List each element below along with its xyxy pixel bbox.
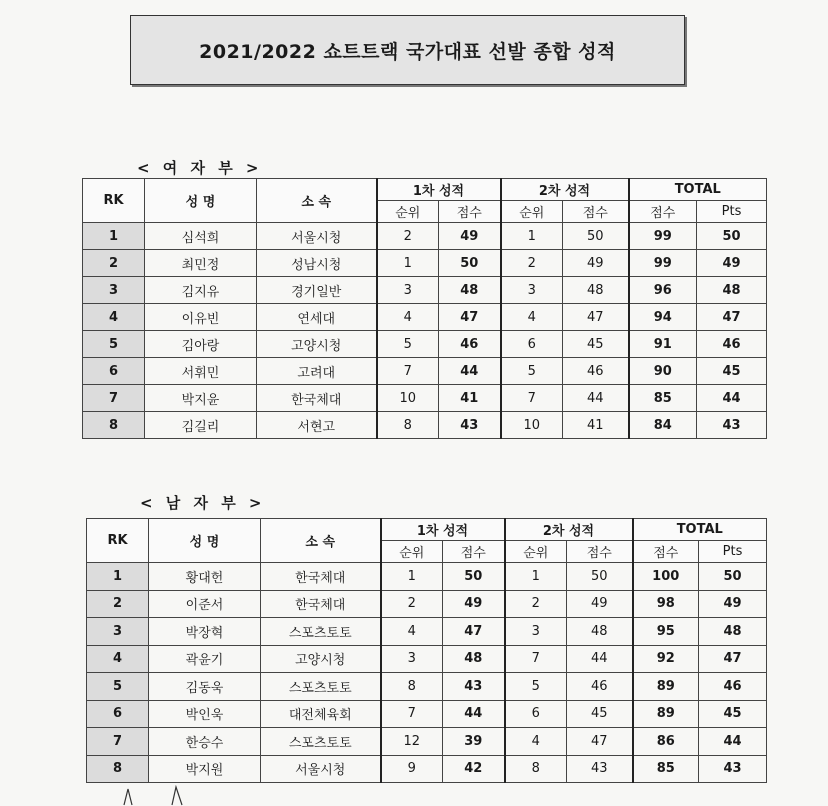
cell-name: 황대헌 (149, 563, 261, 591)
cell-affiliation: 성남시청 (257, 250, 377, 277)
cell-total-score: 96 (629, 277, 697, 304)
cell-pts: 50 (699, 563, 767, 591)
cell-pts: 46 (697, 331, 767, 358)
header-round2: 2차 성적 (505, 519, 633, 541)
cell-r1-score: 48 (443, 645, 505, 673)
header-total-score: 점수 (633, 541, 699, 563)
men-section-label: < 남 자 부 > (140, 494, 266, 512)
cell-r1-score: 41 (439, 385, 501, 412)
header-r2-rank: 순위 (501, 201, 563, 223)
table-row (87, 728, 767, 756)
cell-r2-rank: 3 (501, 277, 563, 304)
cell-total-score: 84 (629, 412, 697, 439)
cell-r1-score: 44 (443, 700, 505, 728)
cell-total-score: 91 (629, 331, 697, 358)
table-row (83, 385, 767, 412)
cell-pts: 48 (697, 277, 767, 304)
table-row (87, 700, 767, 728)
cell-r2-score: 44 (567, 645, 633, 673)
cell-affiliation: 대전체육회 (261, 700, 381, 728)
cell-rk: 3 (83, 277, 145, 304)
header-name: 성 명 (149, 519, 261, 563)
cell-r2-score: 43 (567, 755, 633, 783)
cell-r2-score: 49 (563, 250, 629, 277)
header-round1: 1차 성적 (377, 179, 501, 201)
table-row (83, 250, 767, 277)
cell-name: 박지윤 (145, 385, 257, 412)
cell-affiliation: 경기일반 (257, 277, 377, 304)
pen-mark-decoration (120, 785, 200, 806)
cell-affiliation: 서울시청 (257, 223, 377, 250)
cell-pts: 46 (699, 673, 767, 701)
title-text: 2021/2022 쇼트트랙 국가대표 선발 종합 성적 (199, 40, 616, 63)
cell-r2-rank: 6 (505, 700, 567, 728)
cell-r1-score: 39 (443, 728, 505, 756)
header-affiliation: 소 속 (261, 519, 381, 563)
cell-affiliation: 서현고 (257, 412, 377, 439)
cell-rk: 5 (87, 673, 149, 701)
cell-name: 이유빈 (145, 304, 257, 331)
cell-r1-rank: 10 (377, 385, 439, 412)
cell-r1-score: 47 (443, 618, 505, 646)
cell-pts: 47 (699, 645, 767, 673)
cell-r2-score: 48 (567, 618, 633, 646)
header-r1-score: 점수 (443, 541, 505, 563)
table-row (83, 223, 767, 250)
cell-pts: 48 (699, 618, 767, 646)
cell-name: 김아랑 (145, 331, 257, 358)
table-row (87, 673, 767, 701)
cell-rk: 3 (87, 618, 149, 646)
table-row (87, 618, 767, 646)
cell-name: 한승수 (149, 728, 261, 756)
cell-r2-rank: 2 (501, 250, 563, 277)
cell-r2-rank: 10 (501, 412, 563, 439)
cell-pts: 44 (699, 728, 767, 756)
header-total: TOTAL (633, 519, 767, 541)
cell-total-score: 89 (633, 673, 699, 701)
cell-rk: 5 (83, 331, 145, 358)
cell-r1-rank: 3 (377, 277, 439, 304)
cell-r2-score: 46 (563, 358, 629, 385)
cell-pts: 47 (697, 304, 767, 331)
cell-rk: 1 (87, 563, 149, 591)
cell-rk: 8 (87, 755, 149, 783)
cell-rk: 6 (83, 358, 145, 385)
cell-r1-rank: 12 (381, 728, 443, 756)
header-r2-score: 점수 (567, 541, 633, 563)
cell-rk: 1 (83, 223, 145, 250)
cell-total-score: 98 (633, 590, 699, 618)
cell-r2-score: 50 (567, 563, 633, 591)
header-rk: RK (87, 519, 149, 563)
cell-r1-score: 50 (443, 563, 505, 591)
cell-r1-rank: 8 (377, 412, 439, 439)
cell-affiliation: 한국체대 (261, 563, 381, 591)
cell-r1-rank: 7 (377, 358, 439, 385)
header-pts: Pts (697, 201, 767, 223)
cell-name: 김동욱 (149, 673, 261, 701)
cell-total-score: 86 (633, 728, 699, 756)
cell-rk: 4 (87, 645, 149, 673)
cell-r1-score: 42 (443, 755, 505, 783)
cell-r1-score: 47 (439, 304, 501, 331)
header-total: TOTAL (629, 179, 767, 201)
cell-total-score: 100 (633, 563, 699, 591)
cell-r2-score: 44 (563, 385, 629, 412)
cell-affiliation: 한국체대 (261, 590, 381, 618)
cell-total-score: 95 (633, 618, 699, 646)
cell-r1-score: 49 (439, 223, 501, 250)
cell-rk: 2 (83, 250, 145, 277)
cell-r1-rank: 8 (381, 673, 443, 701)
cell-r1-rank: 5 (377, 331, 439, 358)
cell-r1-score: 44 (439, 358, 501, 385)
cell-r2-rank: 8 (505, 755, 567, 783)
cell-r1-score: 49 (443, 590, 505, 618)
cell-affiliation: 고려대 (257, 358, 377, 385)
cell-r2-rank: 5 (505, 673, 567, 701)
cell-total-score: 85 (629, 385, 697, 412)
cell-r1-score: 43 (443, 673, 505, 701)
cell-name: 박인욱 (149, 700, 261, 728)
cell-r2-rank: 1 (505, 563, 567, 591)
cell-total-score: 99 (629, 250, 697, 277)
cell-pts: 45 (697, 358, 767, 385)
header-total-score: 점수 (629, 201, 697, 223)
cell-r1-rank: 9 (381, 755, 443, 783)
cell-r1-rank: 1 (377, 250, 439, 277)
cell-r1-rank: 2 (381, 590, 443, 618)
cell-r1-score: 48 (439, 277, 501, 304)
header-affiliation: 소 속 (257, 179, 377, 223)
cell-r1-rank: 4 (381, 618, 443, 646)
table-row (83, 358, 767, 385)
cell-pts: 43 (699, 755, 767, 783)
cell-r2-score: 41 (563, 412, 629, 439)
cell-r2-rank: 4 (501, 304, 563, 331)
cell-r2-score: 47 (563, 304, 629, 331)
cell-r1-rank: 4 (377, 304, 439, 331)
cell-total-score: 89 (633, 700, 699, 728)
cell-r2-rank: 4 (505, 728, 567, 756)
cell-affiliation: 한국체대 (257, 385, 377, 412)
cell-pts: 45 (699, 700, 767, 728)
table-row (87, 645, 767, 673)
cell-r2-score: 45 (563, 331, 629, 358)
table-row (87, 590, 767, 618)
cell-r1-rank: 2 (377, 223, 439, 250)
cell-r1-score: 46 (439, 331, 501, 358)
cell-affiliation: 스포츠토토 (261, 618, 381, 646)
cell-total-score: 99 (629, 223, 697, 250)
women-section-label: < 여 자 부 > (137, 159, 263, 177)
cell-affiliation: 스포츠토토 (261, 728, 381, 756)
cell-total-score: 94 (629, 304, 697, 331)
cell-name: 김길리 (145, 412, 257, 439)
header-r2-score: 점수 (563, 201, 629, 223)
cell-rk: 7 (87, 728, 149, 756)
cell-r1-score: 43 (439, 412, 501, 439)
cell-pts: 44 (697, 385, 767, 412)
cell-pts: 49 (699, 590, 767, 618)
document-title (130, 15, 685, 85)
cell-name: 서휘민 (145, 358, 257, 385)
header-r1-rank: 순위 (381, 541, 443, 563)
cell-r2-score: 49 (567, 590, 633, 618)
table-row (87, 563, 767, 591)
header-rk: RK (83, 179, 145, 223)
cell-r2-rank: 7 (501, 385, 563, 412)
cell-pts: 49 (697, 250, 767, 277)
table-row (83, 331, 767, 358)
cell-affiliation: 고양시청 (257, 331, 377, 358)
header-r1-score: 점수 (439, 201, 501, 223)
cell-r1-score: 50 (439, 250, 501, 277)
cell-pts: 50 (697, 223, 767, 250)
men-results-table (86, 518, 767, 783)
cell-r2-rank: 6 (501, 331, 563, 358)
cell-r1-rank: 7 (381, 700, 443, 728)
header-pts: Pts (699, 541, 767, 563)
table-row (87, 755, 767, 783)
cell-r1-rank: 3 (381, 645, 443, 673)
header-name: 성 명 (145, 179, 257, 223)
cell-rk: 8 (83, 412, 145, 439)
cell-affiliation: 고양시청 (261, 645, 381, 673)
cell-total-score: 85 (633, 755, 699, 783)
cell-pts: 43 (697, 412, 767, 439)
cell-r2-rank: 2 (505, 590, 567, 618)
cell-rk: 4 (83, 304, 145, 331)
cell-affiliation: 스포츠토토 (261, 673, 381, 701)
table-row (83, 412, 767, 439)
cell-name: 박지원 (149, 755, 261, 783)
cell-total-score: 90 (629, 358, 697, 385)
cell-r2-score: 48 (563, 277, 629, 304)
cell-r2-rank: 7 (505, 645, 567, 673)
cell-r2-rank: 1 (501, 223, 563, 250)
cell-r2-rank: 5 (501, 358, 563, 385)
header-r1-rank: 순위 (377, 201, 439, 223)
cell-rk: 2 (87, 590, 149, 618)
cell-affiliation: 서울시청 (261, 755, 381, 783)
header-round2: 2차 성적 (501, 179, 629, 201)
women-results-table (82, 178, 767, 439)
table-row (83, 304, 767, 331)
header-round1: 1차 성적 (381, 519, 505, 541)
cell-rk: 6 (87, 700, 149, 728)
cell-rk: 7 (83, 385, 145, 412)
cell-name: 김지유 (145, 277, 257, 304)
cell-r2-score: 50 (563, 223, 629, 250)
table-row (83, 277, 767, 304)
cell-name: 박장혁 (149, 618, 261, 646)
cell-name: 이준서 (149, 590, 261, 618)
cell-name: 곽윤기 (149, 645, 261, 673)
cell-r2-score: 46 (567, 673, 633, 701)
cell-r2-rank: 3 (505, 618, 567, 646)
cell-affiliation: 연세대 (257, 304, 377, 331)
header-r2-rank: 순위 (505, 541, 567, 563)
cell-name: 심석희 (145, 223, 257, 250)
cell-r2-score: 45 (567, 700, 633, 728)
cell-r2-score: 47 (567, 728, 633, 756)
cell-r1-rank: 1 (381, 563, 443, 591)
cell-name: 최민정 (145, 250, 257, 277)
cell-total-score: 92 (633, 645, 699, 673)
